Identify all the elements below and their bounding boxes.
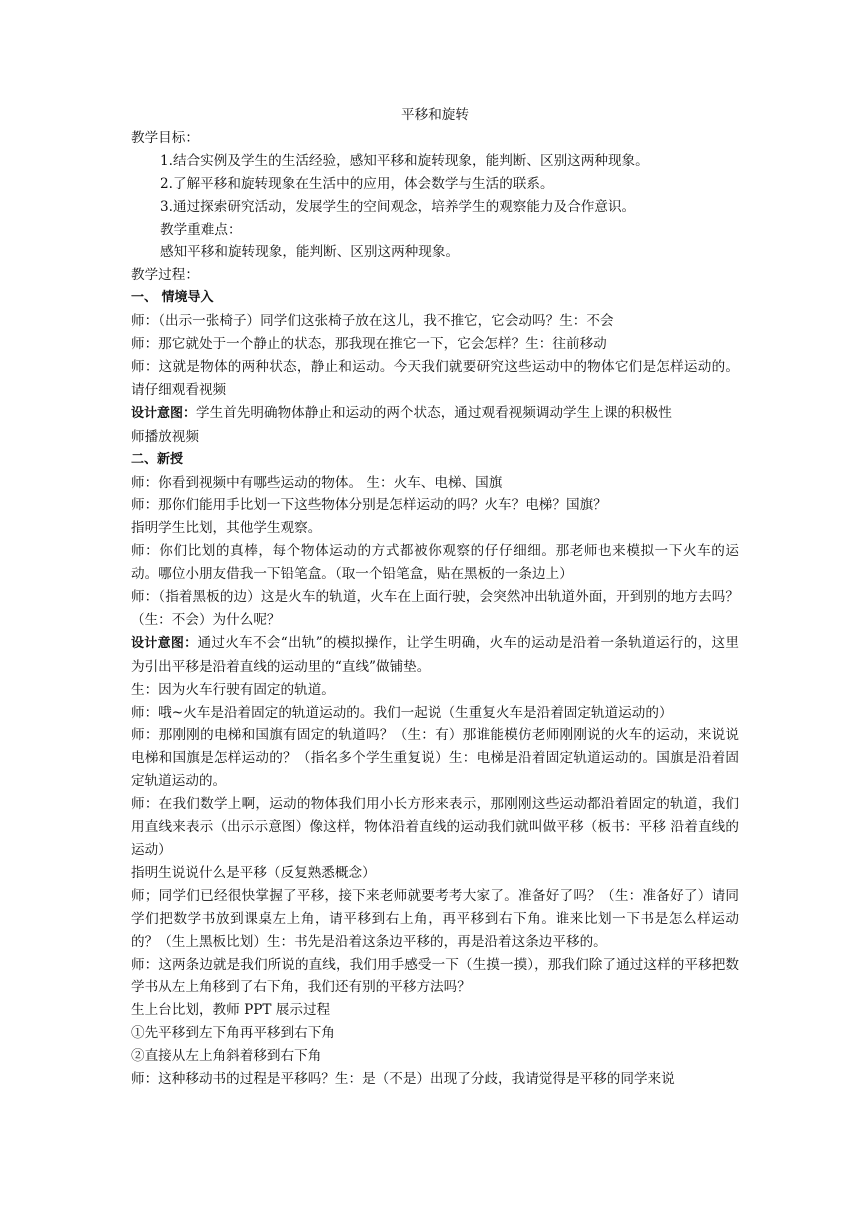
dialogue-paragraph: 师；同学们已经很快掌握了平移，接下来老师就要考考大家了。准备好了吗？（生：准备好了）请同学们把数学书放到课桌左上角，请平移到右上角，再平移到右下角。谁来比划一下书是怎么样运动的？（生上黑板比划）生：书先是沿着这条边平移的，再是沿着这条边平移的。 xyxy=(131,887,739,950)
dialogue-paragraph: 指明学生比划，其他学生观察。 xyxy=(131,520,322,537)
objective-item: 1.结合实例及学生的生活经验，感知平移和旋转现象，能判断、区别这两种现象。 xyxy=(160,152,649,169)
dialogue-paragraph: 师：那你们能用手比划一下这些物体分别是怎样运动的吗？火车？电梯？国旗？ xyxy=(131,497,607,514)
design-intent-label: 设计意图： xyxy=(131,405,197,421)
dialogue-paragraph: 师播放视频 xyxy=(131,428,199,445)
dialogue-paragraph: 师：你们比划的真棒，每个物体运动的方式都被你观察的仔仔细细。那老师也来模拟一下火车的运动。哪位小朋友借我一下铅笔盒。（取一个铅笔盒，贴在黑板的一条边上） xyxy=(131,543,739,583)
document-title: 平移和旋转 xyxy=(401,107,469,123)
design-intent-label: 设计意图： xyxy=(131,635,198,651)
dialogue-paragraph: 师：在我们数学上啊，运动的物体我们用小长方形来表示，那刚刚这些运动都沿着固定的轨道，我们用直线来表示（出示示意图）像这样，物体沿着直线的运动我们就叫做平移（板书：平移 沿着直线的运动） xyxy=(131,796,739,858)
dialogue-paragraph: 生上台比划，教师 PPT 展示过程 xyxy=(131,1002,331,1019)
section-heading-intro: 一、 情境导入 xyxy=(131,290,214,306)
objective-item: 2.了解平移和旋转现象在生活中的应用，体会数学与生活的联系。 xyxy=(160,175,554,192)
list-item: ②直接从左上角斜着移到右下角 xyxy=(131,1048,322,1065)
objective-item: 3.通过探索研究活动，发展学生的空间观念，培养学生的观察能力及合作意识。 xyxy=(160,198,636,215)
dialogue-paragraph: 师：那刚刚的电梯和国旗有固定的轨道吗？（生：有）那谁能模仿老师刚刚说的火车的运动，来说说电梯和国旗是怎样运动的？（指名多个学生重复说）生：电梯是沿着固定轨道运动的。国旗是沿着固定轨道运动的。 xyxy=(131,727,739,790)
dialogue-paragraph: 师：（出示一张椅子）同学们这张椅子放在这儿，我不推它，它会动吗？生：不会 xyxy=(131,313,614,330)
section-heading-new: 二、新授 xyxy=(131,451,184,467)
design-intent-paragraph xyxy=(131,402,739,426)
design-intent-text: 学生首先明确物体静止和运动的两个状态，通过观看视频调动学生上课的积极性 xyxy=(196,404,672,421)
dialogue-paragraph: 师：这就是物体的两种状态，静止和运动。今天我们就要研究这些运动中的物体它们是怎样运动的。请仔细观看视频 xyxy=(131,358,739,398)
dialogue-paragraph: 指明生说说什么是平移（反复熟悉概念） xyxy=(131,864,376,881)
keypoints-heading: 教学重难点： xyxy=(160,221,242,238)
dialogue-paragraph: 师：那它就处于一个静止的状态，那我现在推它一下，它会怎样？生：往前移动 xyxy=(131,336,607,353)
dialogue-paragraph: 师：（指着黑板的边）这是火车的轨道，火车在上面行驶，会突然冲出轨道外面，开到别的地方去吗？（生：不会）为什么呢？ xyxy=(131,589,739,628)
dialogue-paragraph: 师：这种移动书的过程是平移吗？生：是（不是）出现了分歧，我请觉得是平移的同学来说 xyxy=(131,1071,675,1088)
process-heading: 教学过程： xyxy=(131,267,199,284)
list-item: ①先平移到左下角再平移到右下角 xyxy=(131,1025,335,1042)
design-intent-paragraph xyxy=(131,632,739,679)
dialogue-paragraph: 师：你看到视频中有哪些运动的物体。 生：火车、电梯、国旗 xyxy=(131,474,503,491)
document-page xyxy=(131,104,739,1091)
objectives-heading: 教学目标： xyxy=(131,129,199,146)
dialogue-paragraph: 生：因为火车行驶有固定的轨道。 xyxy=(131,681,335,698)
design-intent-text: 通过火车不会“出轨”的模拟操作，让学生明确，火车的运动是沿着一条轨道运行的，这里为引出平移是沿着直线的运动里的“直线”做铺垫。 xyxy=(131,634,739,675)
dialogue-paragraph: 师：哦~火车是沿着固定的轨道运动的。我们一起说（生重复火车是沿着固定轨道运动的） xyxy=(131,704,673,721)
keypoints-text: 感知平移和旋转现象，能判断、区别这两种现象。 xyxy=(160,244,460,261)
dialogue-paragraph: 师：这两条边就是我们所说的直线，我们用手感受一下（生摸一摸），那我们除了通过这样的平移把数学书从左上角移到了右下角，我们还有别的平移方法吗？ xyxy=(131,956,739,996)
